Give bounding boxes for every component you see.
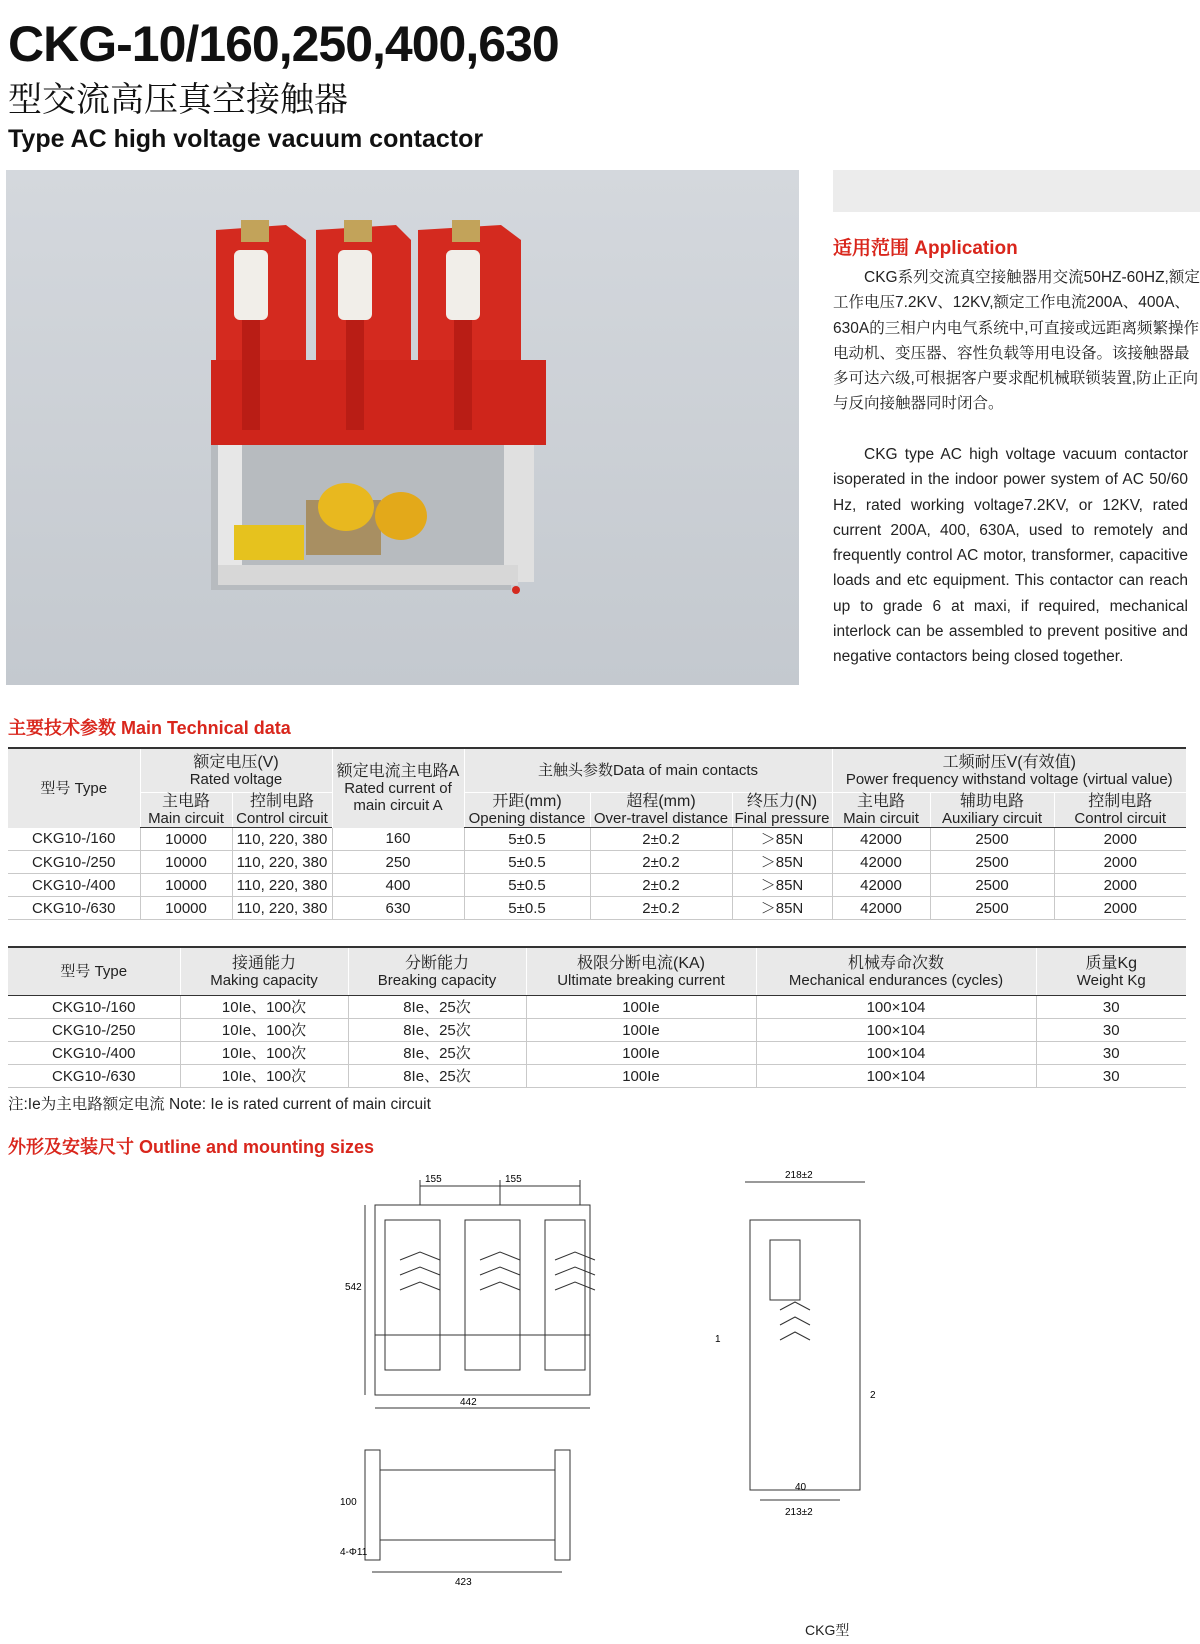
application-heading: 适用范围 Application bbox=[833, 238, 1018, 259]
product-model-title: CKG-10/160,250,400,630 bbox=[8, 16, 559, 72]
cell-type: CKG10-/630 bbox=[8, 1065, 180, 1088]
cell-rated-current: 160 bbox=[332, 828, 464, 851]
cell-ultimate: 100Ie bbox=[526, 1065, 756, 1088]
header-auxiliary-circuit-cn: 辅助电路 bbox=[959, 793, 1024, 810]
cell-pf-control: 2000 bbox=[1054, 851, 1186, 874]
cell-pf-aux: 2500 bbox=[930, 874, 1054, 897]
header-pf-main-circuit bbox=[832, 793, 930, 828]
header-ultimate-breaking-en: Ultimate breaking current bbox=[557, 971, 725, 989]
header-breaking-capacity-cn: 分断能力 bbox=[404, 954, 469, 972]
cell-main-voltage: 10000 bbox=[140, 897, 232, 920]
dim-100: 100 bbox=[340, 1497, 357, 1508]
cell-rated-current: 630 bbox=[332, 897, 464, 920]
header-breaking-capacity-en: Breaking capacity bbox=[377, 971, 497, 989]
cell-pf-control: 2000 bbox=[1054, 897, 1186, 920]
dim-218: 218±2 bbox=[785, 1170, 813, 1181]
table-row bbox=[8, 1019, 1186, 1042]
header-opening-distance-en: Opening distance bbox=[468, 810, 586, 827]
cell-rated-current: 250 bbox=[332, 851, 464, 874]
cell-pf-main: 42000 bbox=[832, 851, 930, 874]
header-over-travel-en: Over-travel distance bbox=[593, 810, 729, 827]
cell-type: CKG10-/250 bbox=[8, 851, 140, 874]
cell-pf-aux: 2500 bbox=[930, 897, 1054, 920]
cell-mechanical: 100×104 bbox=[756, 1042, 1036, 1065]
cell-making: 10Ie、100次 bbox=[180, 996, 348, 1019]
main-technical-data-table bbox=[8, 747, 1186, 920]
header-main-circuit bbox=[140, 793, 232, 828]
dim-155-b: 155 bbox=[505, 1174, 522, 1185]
cell-ultimate: 100Ie bbox=[526, 1019, 756, 1042]
cell-type: CKG10-/400 bbox=[8, 1042, 180, 1065]
table-row bbox=[8, 996, 1186, 1019]
cell-opening-distance: 5±0.5 bbox=[464, 874, 590, 897]
cell-type: CKG10-/160 bbox=[8, 828, 140, 851]
header-rated-voltage-en: Rated voltage bbox=[189, 770, 283, 788]
header-making-capacity-en: Making capacity bbox=[210, 971, 318, 989]
header-opening-distance bbox=[464, 793, 590, 828]
cell-final-pressure: ＞85N bbox=[732, 897, 832, 920]
header-main-contacts: 主触头参数Data of main contacts bbox=[464, 748, 832, 793]
cell-mechanical: 100×104 bbox=[756, 996, 1036, 1019]
header-opening-distance-cn: 开距(mm) bbox=[492, 793, 562, 810]
header-pf-control-circuit bbox=[1054, 793, 1186, 828]
dim-40: 40 bbox=[795, 1482, 807, 1493]
capacity-table bbox=[8, 946, 1186, 1088]
product-title-en: Type AC high voltage vacuum contactor bbox=[8, 125, 484, 153]
header-rated-current-cn: 额定电流主电路A bbox=[336, 762, 460, 780]
cell-breaking: 8Ie、25次 bbox=[348, 996, 526, 1019]
cell-weight: 30 bbox=[1036, 1042, 1186, 1065]
cell-control-voltage: 110, 220, 380 bbox=[232, 897, 332, 920]
cell-control-voltage: 110, 220, 380 bbox=[232, 828, 332, 851]
dim-542: 542 bbox=[345, 1282, 362, 1293]
header-mechanical-endurance bbox=[756, 947, 1036, 996]
cell-weight: 30 bbox=[1036, 1019, 1186, 1042]
cell-making: 10Ie、100次 bbox=[180, 1065, 348, 1088]
cell-rated-current: 400 bbox=[332, 874, 464, 897]
cell-ultimate: 100Ie bbox=[526, 1042, 756, 1065]
header-power-frequency-en: Power frequency withstand voltage (virtual value) bbox=[845, 770, 1173, 788]
table-row bbox=[8, 874, 1186, 897]
header-final-pressure bbox=[732, 793, 832, 828]
header-main-circuit-cn: 主电路 bbox=[161, 793, 210, 810]
product-title-cn: 型交流高压真空接触器 bbox=[8, 81, 348, 119]
header-final-pressure-cn: 终压力(N) bbox=[746, 793, 818, 810]
header-over-travel bbox=[590, 793, 732, 828]
cell-weight: 30 bbox=[1036, 996, 1186, 1019]
header-pf-main-circuit-cn: 主电路 bbox=[856, 793, 905, 810]
header-weight-cn: 质量Kg bbox=[1085, 954, 1138, 972]
header-pf-control-circuit-en: Control circuit bbox=[1074, 810, 1167, 827]
header-final-pressure-en: Final pressure bbox=[734, 810, 830, 827]
cell-pf-aux: 2500 bbox=[930, 851, 1054, 874]
callout-2: 2 bbox=[870, 1390, 876, 1401]
header-ultimate-breaking bbox=[526, 947, 756, 996]
dim-155-a: 155 bbox=[425, 1174, 442, 1185]
dim-442: 442 bbox=[460, 1397, 477, 1408]
cell-making: 10Ie、100次 bbox=[180, 1042, 348, 1065]
cell-breaking: 8Ie、25次 bbox=[348, 1065, 526, 1088]
header-power-frequency-cn: 工频耐压V(有效值) bbox=[942, 753, 1076, 771]
table-row bbox=[8, 897, 1186, 920]
header-weight bbox=[1036, 947, 1186, 996]
outline-drawing bbox=[340, 1160, 900, 1630]
header-power-frequency bbox=[832, 748, 1186, 793]
table-row bbox=[8, 828, 1186, 851]
cell-main-voltage: 10000 bbox=[140, 874, 232, 897]
cell-breaking: 8Ie、25次 bbox=[348, 1019, 526, 1042]
outline-heading: 外形及安装尺寸 Outline and mounting sizes bbox=[8, 1137, 375, 1157]
cell-final-pressure: ＞85N bbox=[732, 874, 832, 897]
callout-1: 1 bbox=[715, 1334, 721, 1345]
drawing-caption: CKG型 bbox=[805, 1622, 850, 1638]
cell-type: CKG10-/400 bbox=[8, 874, 140, 897]
header-rated-current bbox=[332, 748, 464, 828]
cell-over-travel: 2±0.2 bbox=[590, 851, 732, 874]
header-auxiliary-circuit bbox=[930, 793, 1054, 828]
header-making-capacity-cn: 接通能力 bbox=[231, 954, 296, 972]
table-note: 注:Ie为主电路额定电流 Note: Ie is rated current of main circuit bbox=[8, 1096, 431, 1113]
cell-final-pressure: ＞85N bbox=[732, 828, 832, 851]
header-control-circuit-en: Control circuit bbox=[236, 810, 328, 827]
cell-pf-aux: 2500 bbox=[930, 828, 1054, 851]
cell-weight: 30 bbox=[1036, 1065, 1186, 1088]
cell-making: 10Ie、100次 bbox=[180, 1019, 348, 1042]
table-row bbox=[8, 1042, 1186, 1065]
application-text-en: CKG type AC high voltage vacuum contactor isoperated in the indoor power system of AC 50/60 Hz, rated working voltage7.2KV, or 12KV, rated current 200A, 400, 630A, used to remotely and frequently control AC motor, transformer, capacitive loads and etc equipment. This contactor can reach up to grade 6 at maxi, if required, mechanical interlock can be assembled to prevent positive and negative contactors being closed together. bbox=[833, 446, 1188, 666]
product-photo bbox=[6, 170, 799, 685]
cell-pf-control: 2000 bbox=[1054, 874, 1186, 897]
cell-main-voltage: 10000 bbox=[140, 828, 232, 851]
cell-mechanical: 100×104 bbox=[756, 1065, 1036, 1088]
cell-opening-distance: 5±0.5 bbox=[464, 851, 590, 874]
header-rated-voltage bbox=[140, 748, 332, 793]
cell-final-pressure: ＞85N bbox=[732, 851, 832, 874]
header-weight-en: Weight Kg bbox=[1076, 971, 1146, 989]
cell-control-voltage: 110, 220, 380 bbox=[232, 851, 332, 874]
header-auxiliary-circuit-en: Auxiliary circuit bbox=[941, 810, 1043, 827]
header-mechanical-endurance-cn: 机械寿命次数 bbox=[847, 954, 944, 972]
cell-opening-distance: 5±0.5 bbox=[464, 828, 590, 851]
header-type: 型号 Type bbox=[8, 748, 140, 828]
header-over-travel-cn: 超程(mm) bbox=[626, 793, 696, 810]
header-pf-control-circuit-cn: 控制电路 bbox=[1088, 793, 1153, 810]
header-ultimate-breaking-cn: 极限分断电流(KA) bbox=[576, 954, 705, 972]
header-rated-voltage-cn: 额定电压(V) bbox=[193, 753, 279, 771]
cell-over-travel: 2±0.2 bbox=[590, 828, 732, 851]
cell-type: CKG10-/250 bbox=[8, 1019, 180, 1042]
header-mechanical-endurance-en: Mechanical endurances (cycles) bbox=[788, 971, 1004, 989]
cell-pf-main: 42000 bbox=[832, 874, 930, 897]
header-control-circuit bbox=[232, 793, 332, 828]
header-grey-bar bbox=[833, 170, 1200, 212]
cell-type: CKG10-/160 bbox=[8, 996, 180, 1019]
cell-breaking: 8Ie、25次 bbox=[348, 1042, 526, 1065]
header-main-circuit-en: Main circuit bbox=[148, 810, 224, 827]
cell-opening-distance: 5±0.5 bbox=[464, 897, 590, 920]
cell-pf-main: 42000 bbox=[832, 897, 930, 920]
header-type-2: 型号 Type bbox=[8, 947, 180, 996]
header-rated-current-en1: Rated current of bbox=[344, 779, 452, 797]
dim-213: 213±2 bbox=[785, 1507, 813, 1518]
cell-type: CKG10-/630 bbox=[8, 897, 140, 920]
header-pf-main-circuit-en: Main circuit bbox=[843, 810, 919, 827]
header-rated-current-en2: main circuit A bbox=[353, 796, 443, 814]
header-breaking-capacity bbox=[348, 947, 526, 996]
dim-423: 423 bbox=[455, 1577, 472, 1588]
cell-ultimate: 100Ie bbox=[526, 996, 756, 1019]
cell-mechanical: 100×104 bbox=[756, 1019, 1036, 1042]
cell-pf-main: 42000 bbox=[832, 828, 930, 851]
application-text-cn: CKG系列交流真空接触器用交流50HZ-60HZ,额定工作电压7.2KV、12KV,额定工作电流200A、400A、630A的三相户内电气系统中,可直接或远距离频繁操作电动机、变压器、容性负载等用电设备。该接触器最多可达六级,可根据客户要求配机械联锁装置,防止正向与反向接触器同时闭合。 bbox=[833, 269, 1200, 413]
table-row bbox=[8, 851, 1186, 874]
header-control-circuit-cn: 控制电路 bbox=[249, 793, 314, 810]
cell-over-travel: 2±0.2 bbox=[590, 874, 732, 897]
cell-over-travel: 2±0.2 bbox=[590, 897, 732, 920]
cell-pf-control: 2000 bbox=[1054, 828, 1186, 851]
contactor-illustration bbox=[6, 170, 799, 685]
table-row bbox=[8, 1065, 1186, 1088]
main-technical-data-heading: 主要技术参数 Main Technical data bbox=[8, 718, 291, 738]
cell-main-voltage: 10000 bbox=[140, 851, 232, 874]
header-making-capacity bbox=[180, 947, 348, 996]
cell-control-voltage: 110, 220, 380 bbox=[232, 874, 332, 897]
dim-holes: 4-Φ11 bbox=[340, 1547, 368, 1558]
